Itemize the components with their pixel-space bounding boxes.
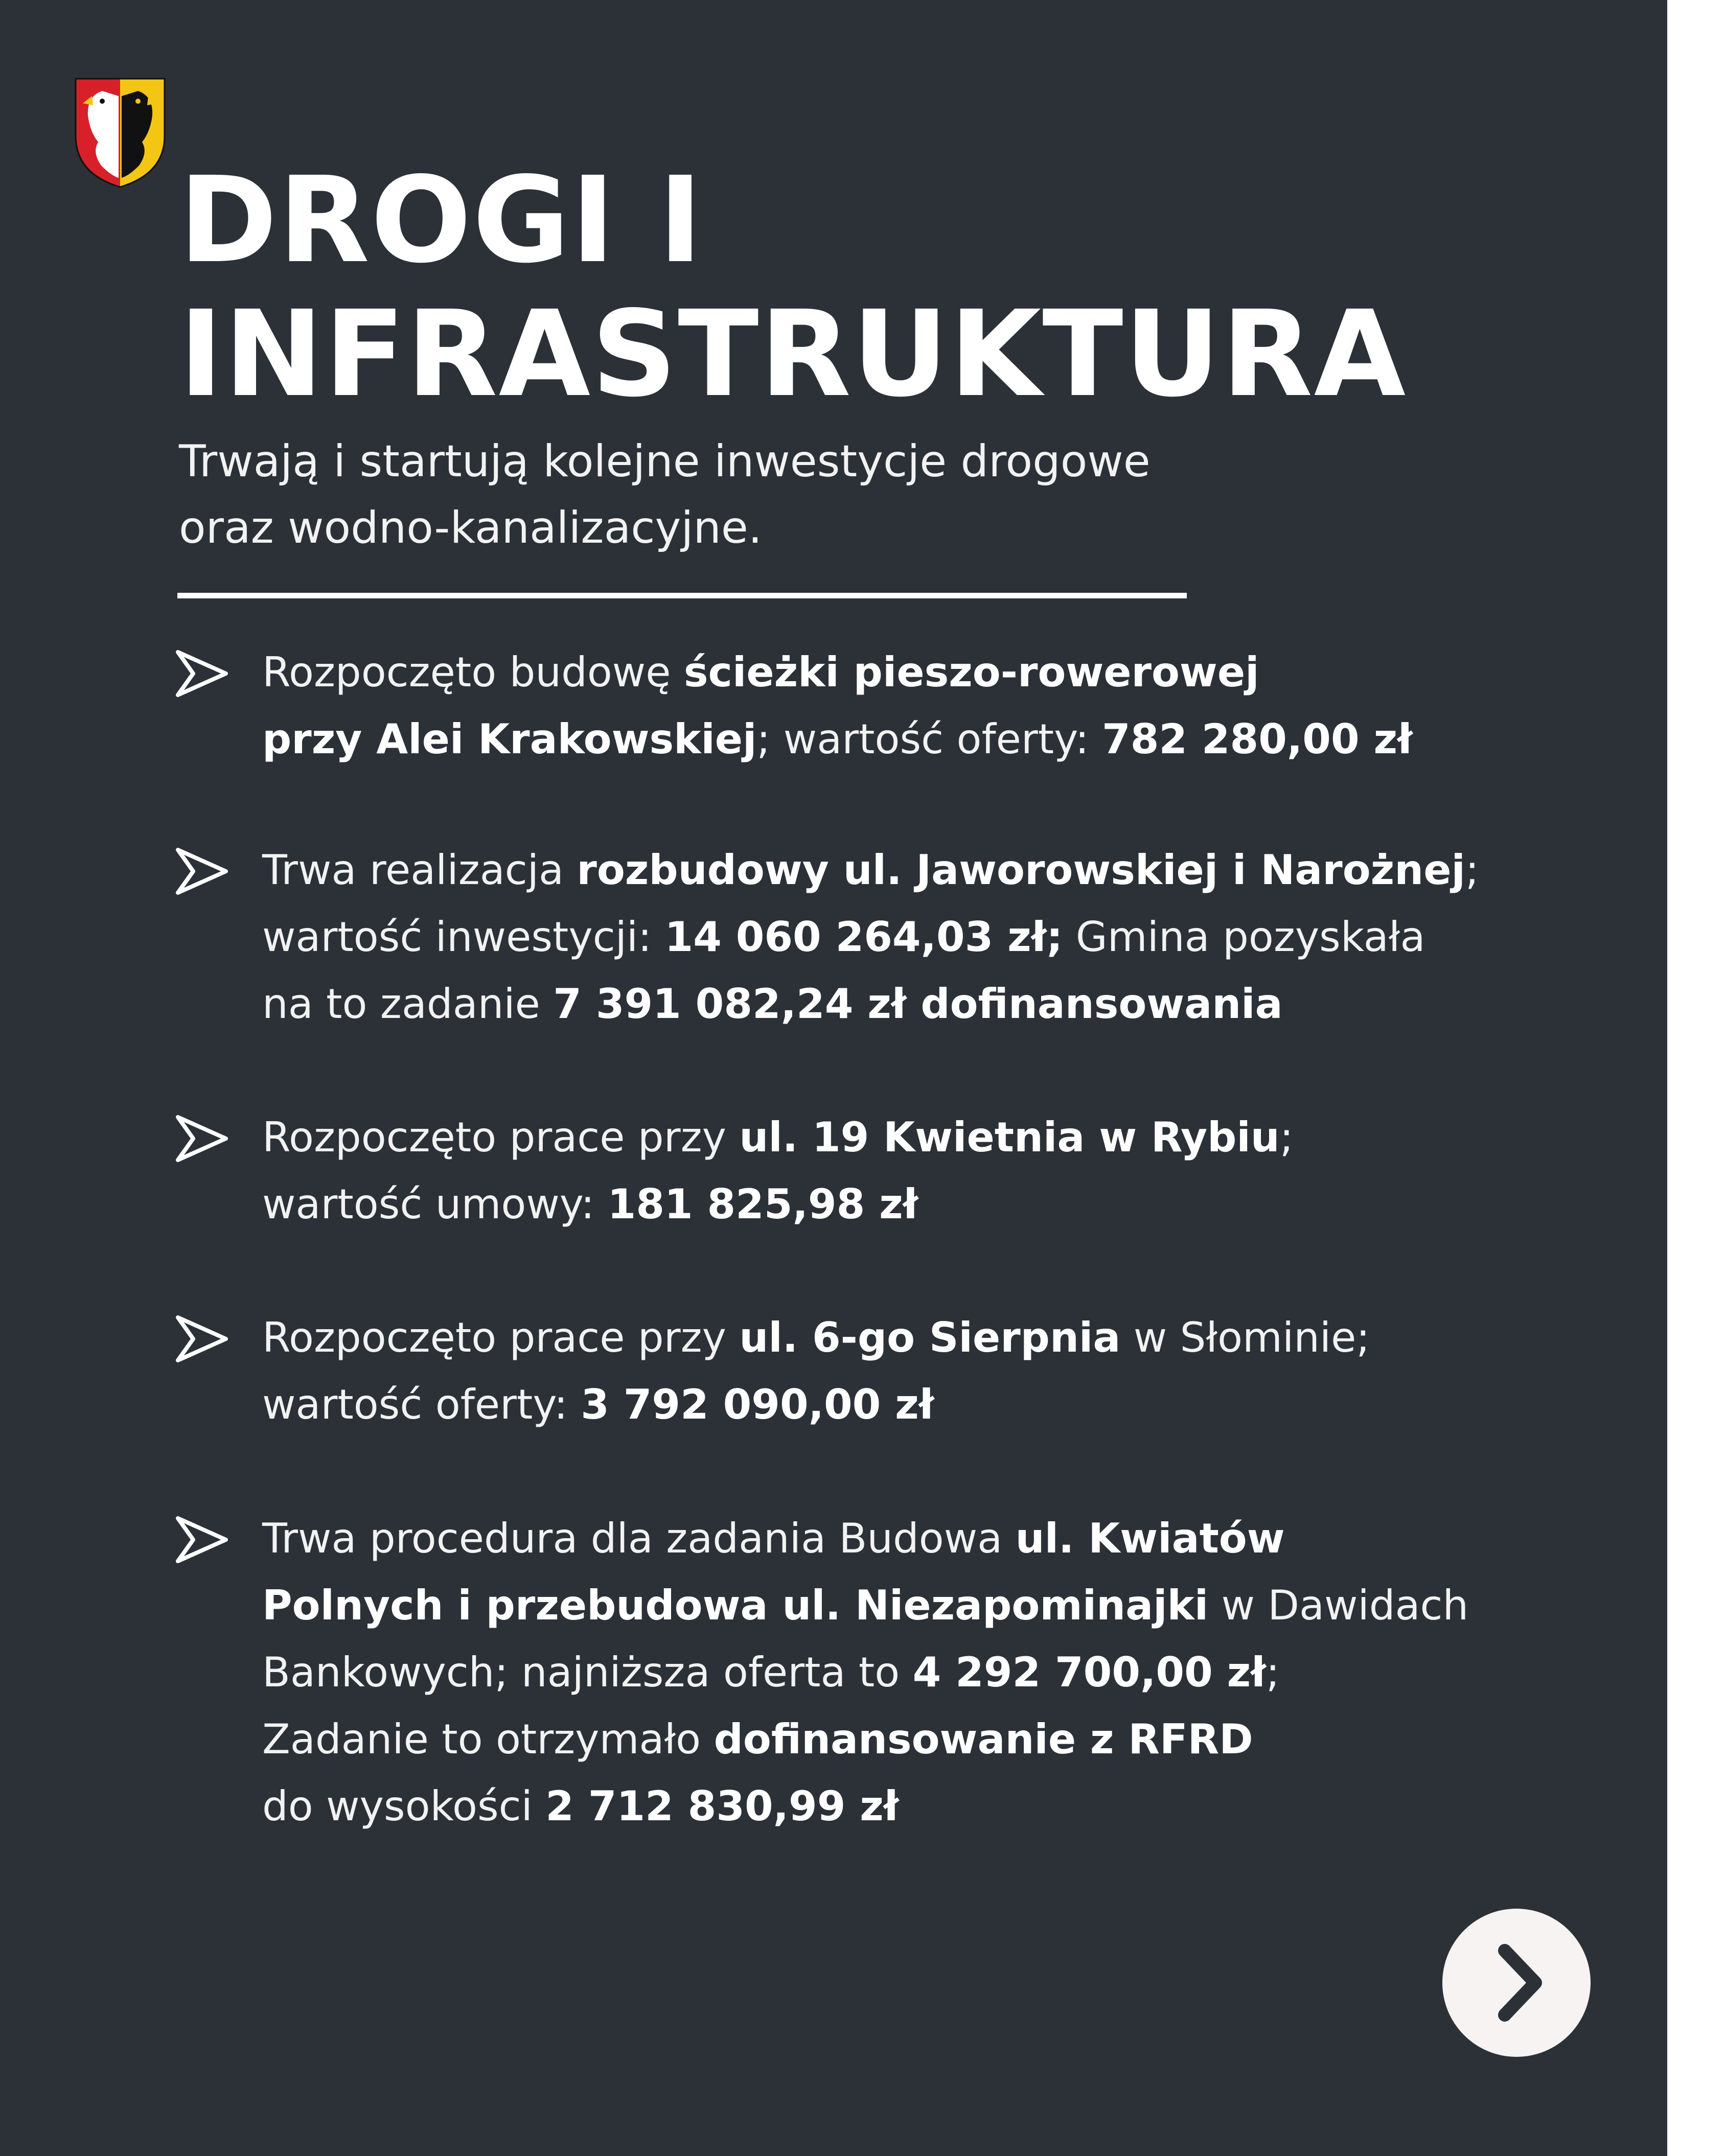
text-segment: Rozpoczęto budowę xyxy=(262,648,684,696)
text-segment: wartość oferty: xyxy=(262,1381,581,1428)
subtitle xyxy=(179,428,1354,561)
text-highlight: dofinansowanie z RFRD xyxy=(714,1715,1253,1763)
text-segment: Rozpoczęto prace przy xyxy=(262,1114,740,1161)
value-amount: 4 292 700,00 zł xyxy=(912,1649,1266,1696)
value-amount: 7 391 082,24 zł dofinansowania xyxy=(553,980,1283,1028)
text-segment: Trwa realizacja xyxy=(262,846,577,894)
value-amount: 782 280,00 zł xyxy=(1102,715,1413,763)
arrow-right-outline-icon xyxy=(174,1514,230,1565)
list-item-text xyxy=(262,837,1652,1037)
value-amount: 181 825,98 zł xyxy=(607,1180,918,1228)
text-segment: ; wartość oferty: xyxy=(756,715,1102,763)
arrow-right-outline-icon xyxy=(174,1113,230,1164)
subtitle-line-1: Trwają i startują kolejne inwestycje drogowe xyxy=(179,436,1151,487)
text-highlight: ul. 6-go Sierpnia xyxy=(739,1314,1121,1361)
chevron-right-icon xyxy=(1442,1909,1591,2057)
next-slide-button[interactable] xyxy=(1442,1909,1591,2057)
text-segment: Gmina pozyskała xyxy=(1063,913,1425,961)
coat-of-arms-icon xyxy=(72,76,169,189)
text-segment: ; xyxy=(1279,1114,1294,1161)
list-item-text xyxy=(262,1304,1652,1438)
arrow-right-outline-icon xyxy=(174,648,230,699)
arrow-right-outline-icon xyxy=(174,1313,230,1364)
text-segment: Trwa procedura dla zadania Budowa xyxy=(262,1515,1016,1562)
text-segment: wartość inwestycji: xyxy=(262,913,665,961)
text-segment: w Słominie; xyxy=(1120,1314,1370,1361)
value-amount: 3 792 090,00 zł xyxy=(581,1381,934,1428)
text-highlight: ul. 19 Kwietnia w Rybiu xyxy=(739,1114,1280,1161)
text-segment: na to zadanie xyxy=(262,980,554,1028)
text-highlight: rozbudowy ul. Jaworowskiej i Narożnej xyxy=(577,846,1465,894)
text-highlight: ścieżki pieszo-rowerowej xyxy=(683,648,1259,696)
value-amount: 2 712 830,99 zł xyxy=(545,1782,899,1830)
list-item-text xyxy=(262,639,1652,773)
list-item-text xyxy=(262,1104,1652,1238)
title-line-2: INFRASTRUKTURA xyxy=(179,285,1407,423)
subtitle-line-2: oraz wodno-kanalizacyjne. xyxy=(179,502,763,553)
text-segment: Zadanie to otrzymało xyxy=(262,1715,714,1763)
text-segment: w Dawidach xyxy=(1208,1582,1469,1629)
text-segment: wartość umowy: xyxy=(262,1180,608,1228)
page-title xyxy=(179,153,1407,421)
text-segment: ; xyxy=(1465,846,1479,894)
title-line-1: DROGI I xyxy=(179,151,704,289)
text-segment: ; xyxy=(1266,1649,1280,1696)
list-item-text xyxy=(262,1505,1652,1840)
arrow-right-outline-icon xyxy=(174,846,230,897)
text-segment: Bankowych; najniższa oferta to xyxy=(262,1649,913,1696)
divider xyxy=(177,593,1187,598)
value-amount: 14 060 264,03 zł; xyxy=(664,913,1063,961)
text-highlight: ul. Kwiatów xyxy=(1015,1515,1285,1562)
text-highlight: przy Alei Krakowskiej xyxy=(262,715,757,763)
text-segment: Rozpoczęto prace przy xyxy=(262,1314,740,1361)
text-segment: do wysokości xyxy=(262,1782,546,1830)
text-highlight: Polnych i przebudowa ul. Niezapominajki xyxy=(262,1582,1209,1629)
